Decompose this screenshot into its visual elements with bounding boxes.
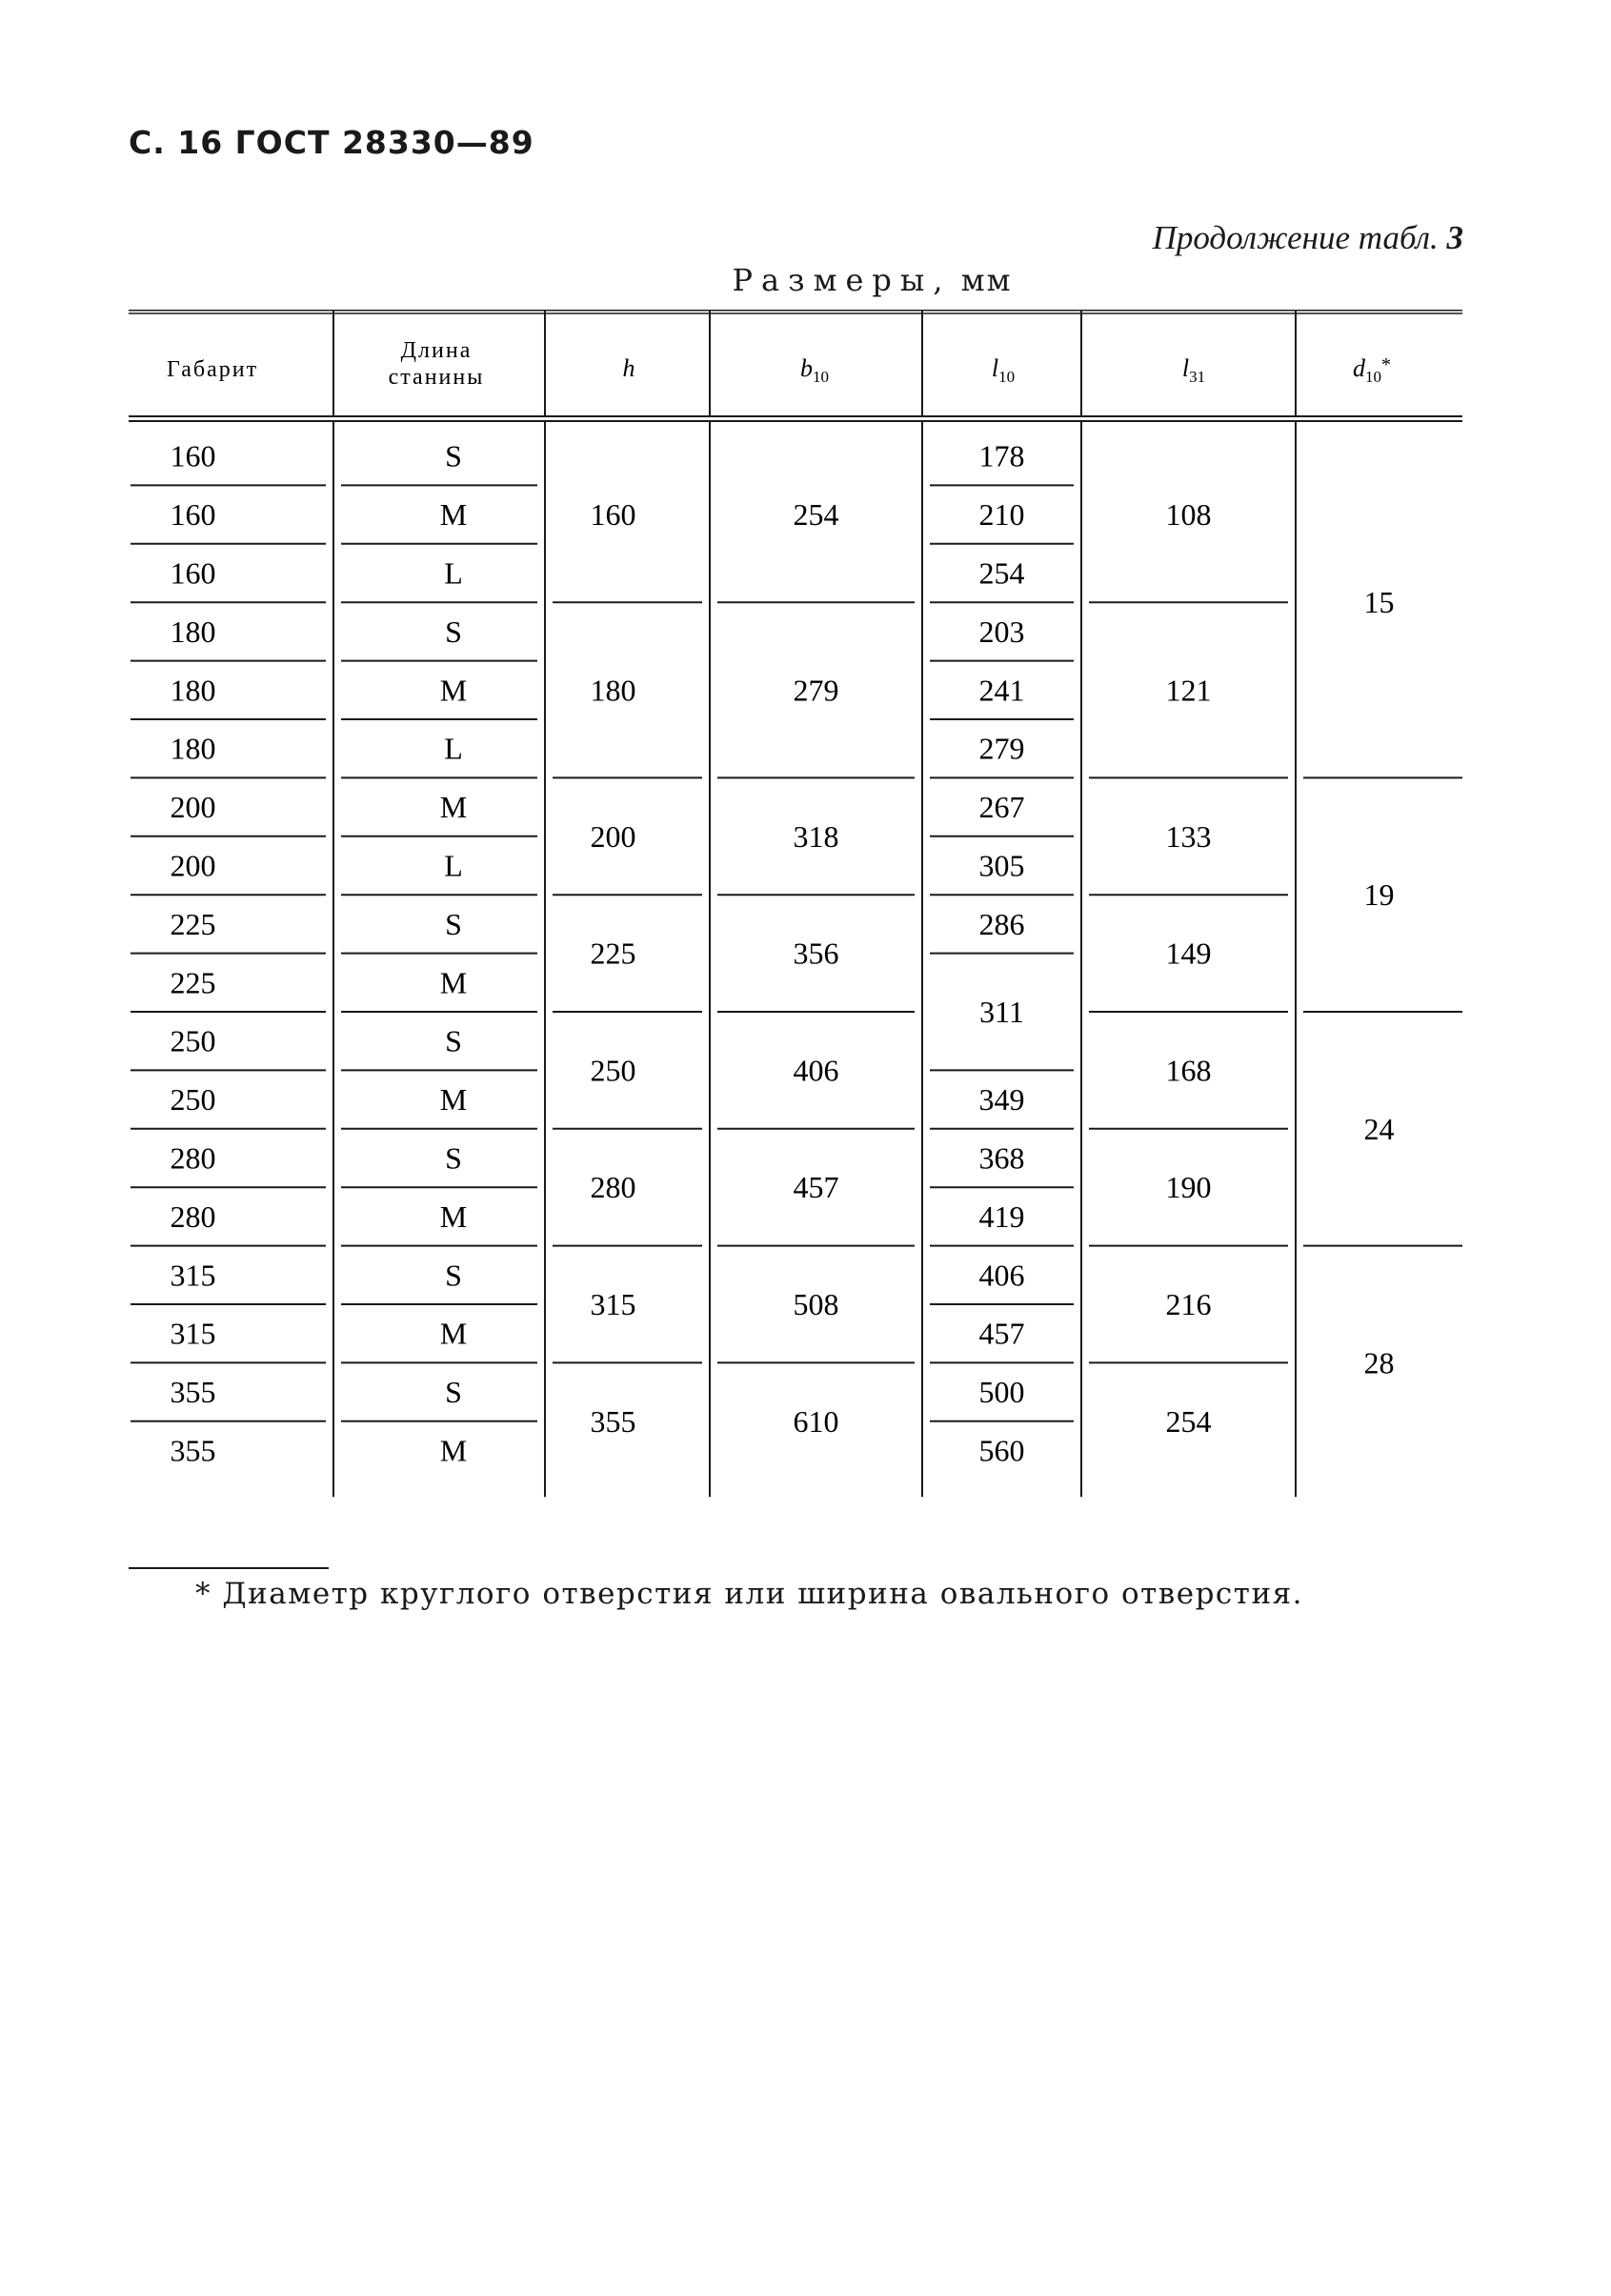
- footnote-rule: [129, 1567, 329, 1569]
- cell-h: 180: [590, 673, 636, 708]
- cell-l31: 190: [1165, 1170, 1212, 1205]
- cell-b10: 457: [793, 1170, 839, 1205]
- cell-l10: 203: [978, 614, 1025, 649]
- cell-length: S: [445, 614, 462, 649]
- cell-gabarit: 315: [170, 1258, 216, 1293]
- cell-l10: 286: [978, 906, 1025, 941]
- cell-l10: 368: [978, 1140, 1025, 1176]
- cell-length: S: [445, 1023, 462, 1058]
- cell-l10: 254: [978, 555, 1025, 591]
- cell-l10: 267: [978, 790, 1025, 825]
- cell-h: 200: [590, 818, 636, 854]
- cell-l10: 279: [978, 731, 1025, 766]
- cell-gabarit: 280: [170, 1198, 216, 1234]
- cell-l10: 349: [978, 1082, 1025, 1118]
- cell-l10: 178: [978, 438, 1025, 473]
- table-continuation-label: [1153, 219, 1463, 257]
- cell-h: 355: [590, 1403, 636, 1439]
- header-h: h: [622, 354, 635, 382]
- cell-gabarit: 160: [170, 555, 216, 591]
- cell-gabarit: 180: [170, 614, 216, 649]
- cell-length: M: [439, 1198, 468, 1234]
- cell-gabarit: 250: [170, 1023, 216, 1058]
- dimensions-table: [129, 310, 1462, 1561]
- header-d10: [1353, 354, 1391, 386]
- cell-h: 160: [590, 497, 636, 533]
- cell-l10-shared: 311: [979, 995, 1024, 1029]
- cell-b10: 508: [793, 1287, 839, 1321]
- cell-l10: 560: [978, 1433, 1025, 1468]
- cell-length: L: [444, 731, 463, 766]
- cell-b10: 279: [793, 673, 839, 708]
- header-d10-sub: 10: [1365, 368, 1381, 386]
- cell-length: S: [445, 1375, 462, 1410]
- cell-gabarit: 200: [170, 848, 216, 883]
- units-caption: [0, 262, 1611, 298]
- cell-b10: 356: [793, 936, 839, 971]
- header-l10: [992, 354, 1015, 386]
- header-l10-base: l: [991, 354, 999, 382]
- cell-l31: 168: [1165, 1053, 1212, 1088]
- cell-gabarit: 315: [170, 1316, 216, 1351]
- cell-b10: 254: [793, 497, 839, 533]
- header-gabarit: Габарит: [166, 357, 259, 382]
- cell-l31: 133: [1165, 818, 1212, 854]
- header-b10-sub: 10: [813, 368, 829, 386]
- cell-length: M: [439, 1082, 468, 1118]
- cell-gabarit: 355: [170, 1433, 216, 1468]
- cell-h: 315: [590, 1287, 636, 1321]
- header-l31-base: l: [1181, 354, 1190, 382]
- cell-l31: 149: [1165, 936, 1212, 971]
- cell-gabarit: 180: [170, 731, 216, 766]
- cell-length: M: [439, 1433, 468, 1468]
- cell-gabarit: 160: [170, 497, 216, 533]
- cell-length: M: [439, 790, 468, 825]
- header-length-line1: Длина: [400, 338, 473, 363]
- continuation-table-number: 3: [1446, 219, 1463, 256]
- cell-gabarit: 180: [170, 673, 216, 708]
- header-b10-base: b: [800, 354, 813, 382]
- cell-length: M: [439, 1316, 468, 1351]
- cell-gabarit: 280: [170, 1140, 216, 1176]
- cell-length: M: [439, 497, 468, 533]
- cell-d10: 24: [1363, 1111, 1395, 1146]
- cell-l10: 305: [978, 848, 1025, 883]
- cell-l10: 419: [978, 1198, 1025, 1234]
- header-d10-mark: *: [1381, 354, 1391, 375]
- cell-length: M: [439, 965, 468, 1000]
- header-l10-sub: 10: [998, 368, 1016, 386]
- cell-b10: 406: [793, 1053, 839, 1088]
- header-l31-sub: 31: [1189, 368, 1206, 386]
- cell-l31: 216: [1165, 1287, 1212, 1321]
- cell-length: S: [445, 906, 462, 941]
- caption-unit: мм: [960, 262, 1013, 298]
- caption-label: Размеры,: [732, 262, 952, 298]
- cell-b10: 610: [793, 1403, 839, 1439]
- cell-length: L: [444, 555, 463, 591]
- header-d10-base: d: [1353, 354, 1365, 382]
- cell-h: 225: [590, 936, 636, 971]
- cell-gabarit: 225: [170, 965, 216, 1000]
- cell-d10: 28: [1363, 1345, 1395, 1380]
- cell-length: L: [444, 848, 463, 883]
- dimensions-table-svg: [129, 310, 1462, 1558]
- cell-gabarit: 225: [170, 906, 216, 941]
- cell-d10: 19: [1363, 877, 1395, 913]
- cell-l10: 406: [978, 1258, 1025, 1293]
- cell-l10: 457: [978, 1316, 1025, 1351]
- page-header: С. 16 ГОСТ 28330—89: [129, 124, 534, 161]
- cell-l31: 108: [1165, 497, 1212, 533]
- cell-length: M: [439, 673, 468, 708]
- cell-h: 250: [590, 1053, 636, 1088]
- cell-gabarit: 200: [170, 790, 216, 825]
- cell-b10: 318: [793, 818, 839, 854]
- cell-l10: 210: [978, 497, 1025, 533]
- footnote: * Диаметр круглого отверстия или ширина овального отверстия.: [195, 1577, 1304, 1611]
- table-header: [167, 338, 1391, 390]
- cell-length: S: [445, 438, 462, 473]
- cell-l10: 241: [978, 673, 1025, 708]
- cell-l10: 500: [978, 1375, 1025, 1410]
- cell-length: S: [445, 1140, 462, 1176]
- cell-gabarit: 355: [170, 1375, 216, 1410]
- cell-gabarit: 250: [170, 1082, 216, 1118]
- cell-gabarit: 160: [170, 438, 216, 473]
- cell-l31: 254: [1165, 1403, 1212, 1439]
- header-length-line2: станины: [388, 365, 485, 390]
- header-b10: [800, 354, 829, 386]
- continuation-text: Продолжение табл.: [1152, 219, 1439, 256]
- cell-h: 280: [590, 1170, 636, 1205]
- cell-l31: 121: [1165, 673, 1212, 708]
- cell-d10: 15: [1363, 585, 1395, 620]
- cell-length: S: [445, 1258, 462, 1293]
- header-l31: [1182, 354, 1205, 386]
